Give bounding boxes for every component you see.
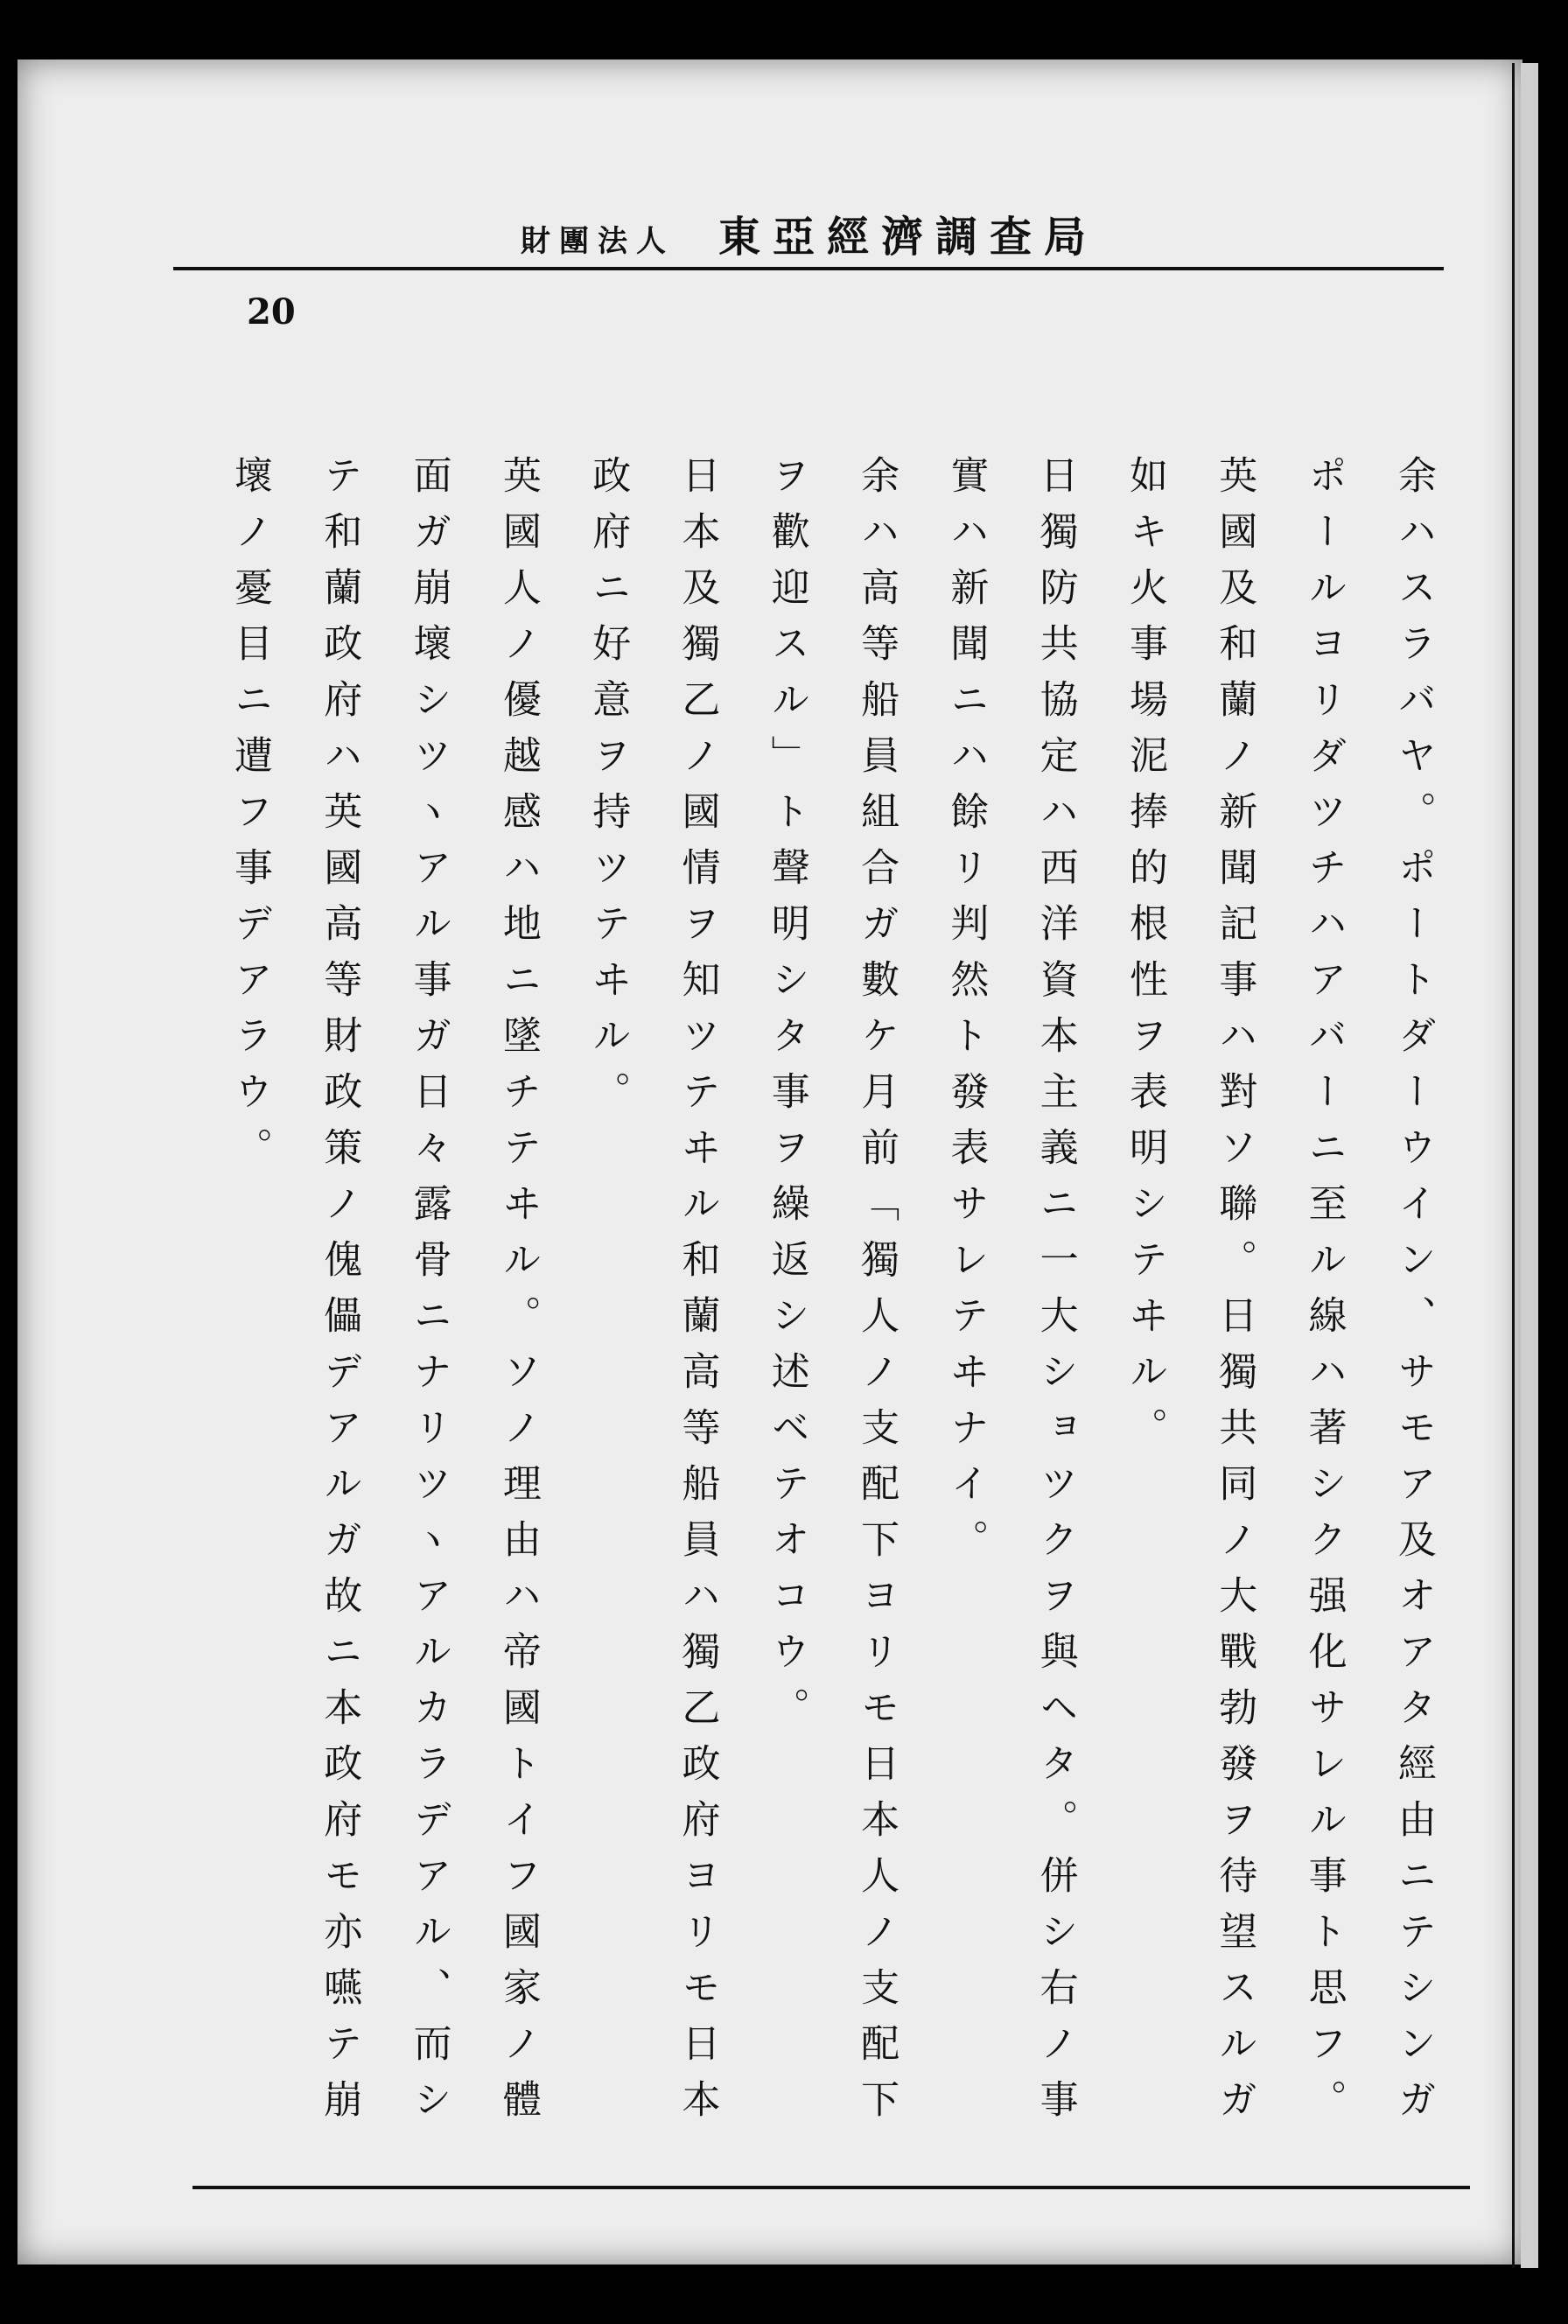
- text-column: ヲ歡迎スル」ト聲明シタ事ヲ繰返シ述ベテオコウ。: [764, 455, 809, 1743]
- text-column: 英國及和蘭ノ新聞記事ハ對ソ聯。日獨共同ノ大戰勃發ヲ待望スルガ: [1212, 455, 1257, 2135]
- text-column: 日獨防共協定ハ西洋資本主義ニ一大ショツクヲ與ヘタ。併シ右ノ事: [1032, 455, 1078, 2135]
- body-text: [210, 455, 1452, 2144]
- text-column: 實ハ新聞ニハ餘リ判然ト發表サレテヰナイ。: [943, 455, 989, 1575]
- text-column: 壞ノ憂目ニ遭フ事デアラウ。: [228, 455, 272, 1183]
- text-column: 如キ火事場泥捧的根性ヲ表明シテヰル。: [1122, 455, 1167, 1463]
- header-org-type: 財團法人: [520, 224, 675, 259]
- running-header: [175, 203, 1444, 263]
- text-column: 面ガ崩壞シツヽアル事ガ日々露骨ニナリツヽアルカラデアル、而シ: [406, 455, 452, 2135]
- header-rule: [173, 267, 1444, 270]
- header-org-name: 東亞經濟調查局: [718, 213, 1098, 262]
- text-column: 余ハ高等船員組合ガ數ケ月前「獨人ノ支配下ヨリモ日本人ノ支配下: [854, 455, 900, 2135]
- text-column: 政府ニ好意ヲ持ツテヰル。: [585, 455, 631, 1127]
- page-edge-line: [1512, 63, 1515, 2268]
- page-number: 20: [247, 291, 296, 332]
- page-edge: [1521, 63, 1538, 2268]
- footer-rule: [192, 2186, 1470, 2189]
- text-column: ポールヨリダツチハアバーニ至ル線ハ著シク强化サレル事ト思フ。: [1301, 455, 1347, 2135]
- text-column: 英國人ノ優越感ハ地ニ墜チテヰル。ソノ理由ハ帝國トイフ國家ノ體: [495, 455, 541, 2135]
- text-column: 日本及獨乙ノ國情ヲ知ツテヰル和蘭高等船員ハ獨乙政府ヨリモ日本: [675, 455, 720, 2135]
- text-column: 余ハスラバヤ。ポートダーウイン、サモア及オアタ經由ニテシンガ: [1390, 455, 1436, 2135]
- text-column: テ和蘭政府ハ英國高等財政策ノ傀儡デアルガ故ニ本政府モ亦嚥テ崩: [317, 455, 362, 2135]
